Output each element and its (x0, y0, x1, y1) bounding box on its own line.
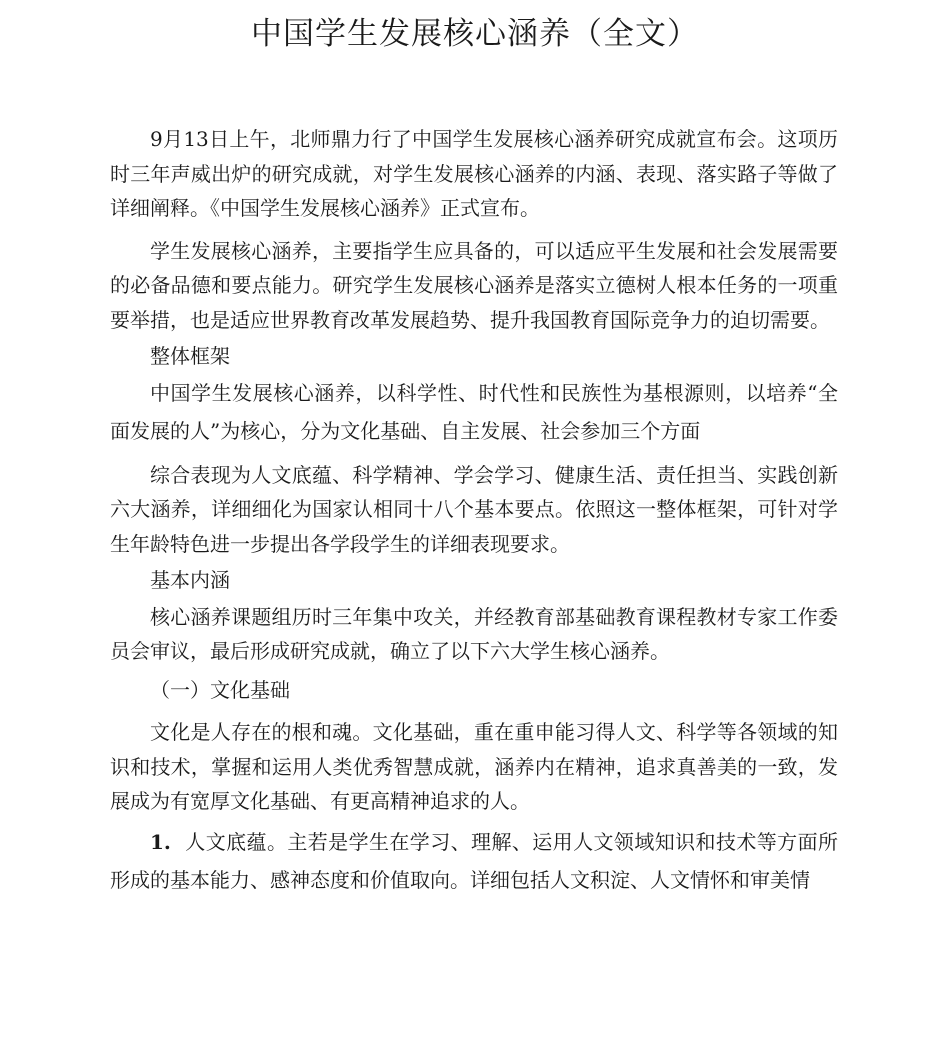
list-item-text: 人文底蕴。主若是学生在学习、理解、运用人文领域知识和技术等方面所形成的基本能力、感神态度和价值取向。详细包括人文积淀、人文情怀和审美情 (110, 829, 838, 892)
paragraph-intro: 9月13日上午，北师鼎力行了中国学生发展核心涵养研究成就宣布会。这项历时三年声威出炉的研究成就，对学生发展核心涵养的内涵、表现、落实路子等做了详细阐释。《中国学生发展核心涵养》正式宣布。 (110, 127, 838, 220)
paragraph-framework: 中国学生发展核心涵养，以科学性、时代性和民族性为基根源则，以培养“全面发展的人”为核心，分为文化基础、自主发展、社会参加三个方面 (110, 380, 838, 443)
paragraph-six-qualities: 综合表现为人文底蕴、科学精神、学会学习、健康生活、责任担当、实践创新六大涵养，详细细化为国家认相同十八个基本要点。依照这一整体框架，可针对学生年龄特色进一步提出各学段学生的详细表现要求。 (110, 462, 838, 556)
paragraph-definition: 学生发展核心涵养，主要指学生应具备的，可以适应平生发展和社会发展需要的必备品德和要点能力。研究学生发展核心涵养是落实立德树人根本任务的一项重要举措，也是适应世界教育改革发展趋势、提升我国教育国际竞争力的迫切需要。 (110, 238, 838, 332)
document-title: 中国学生发展核心涵养（全文） (251, 16, 699, 52)
document-body (110, 122, 838, 899)
list-item-humanistic-heritage (110, 823, 838, 899)
paragraph-cultural-foundation: 文化是人存在的根和魂。文化基础，重在重申能习得人文、科学等各领域的知识和技术，掌握和运用人类优秀智慧成就，涵养内在精神，追求真善美的一致，发展成为有宽厚文化基础、有更高精神追求的人。 (110, 720, 838, 813)
paragraph-research-result: 核心涵养课题组历时三年集中攻关，并经教育部基础教育课程教材专家工作委员会审议，最后形成研究成就，确立了以下六大学生核心涵养。 (110, 604, 838, 663)
section-heading-overall-framework: 整体框架 (150, 344, 230, 368)
subsection-heading-cultural-foundation: （一）文化基础 (150, 677, 290, 702)
section-heading-basic-connotation: 基本内涵 (150, 568, 230, 592)
list-item-number: 1. (150, 829, 171, 854)
